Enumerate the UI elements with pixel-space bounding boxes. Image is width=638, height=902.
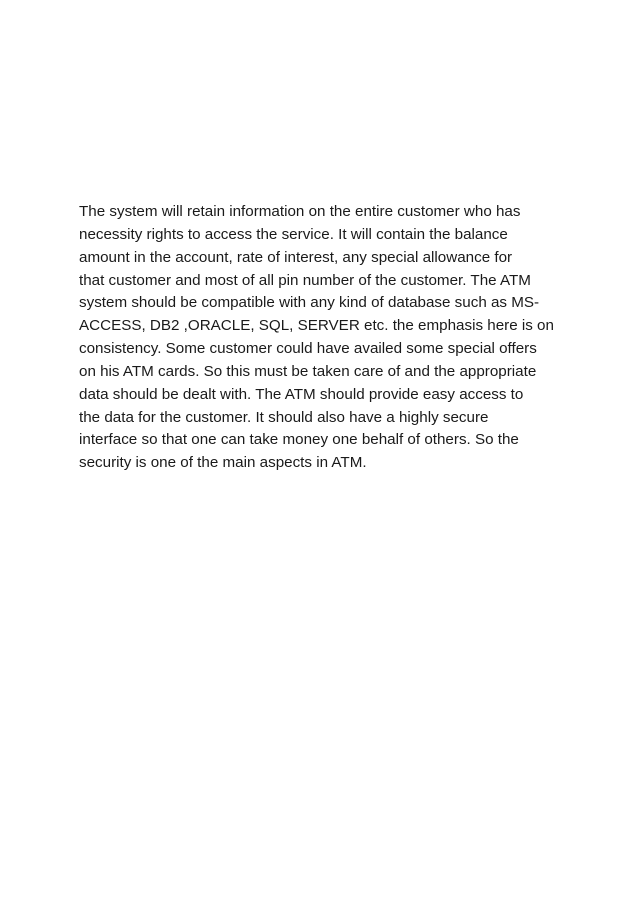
paragraph-line: consistency. Some customer could have availed some special offers xyxy=(79,340,537,358)
paragraph-line: system should be compatible with any kind of database such as MS- xyxy=(79,294,540,312)
paragraph-line: ACCESS, DB2 ,ORACLE, SQL, SERVER etc. the emphasis here is on xyxy=(79,317,554,335)
paragraph-line: interface so that one can take money one behalf of others. So the xyxy=(79,431,519,449)
paragraph-line: the data for the customer. It should also have a highly secure xyxy=(79,408,489,426)
paragraph-line: that customer and most of all pin number of the customer. The ATM xyxy=(79,271,531,289)
paragraph-line: amount in the account, rate of interest, any special allowance for xyxy=(79,248,513,266)
body-paragraph xyxy=(79,201,569,475)
paragraph-line: security is one of the main aspects in ATM. xyxy=(79,454,367,472)
paragraph-line: data should be dealt with. The ATM should provide easy access to xyxy=(79,385,524,403)
paragraph-line: The system will retain information on the entire customer who has xyxy=(79,203,521,220)
paragraph-line: necessity rights to access the service. It will contain the balance xyxy=(79,225,508,243)
paragraph-line: on his ATM cards. So this must be taken care of and the appropriate xyxy=(79,362,537,380)
